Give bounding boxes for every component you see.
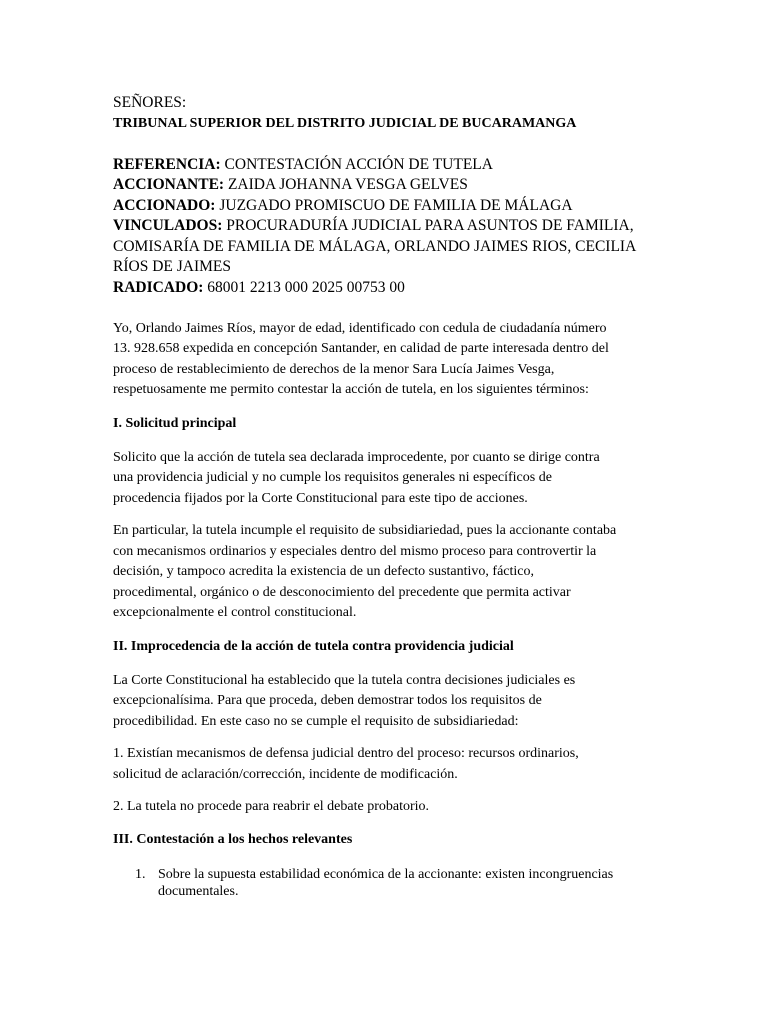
vinculados-line <box>113 216 658 237</box>
paragraph-line: decisión, y tampoco acredita la existencia de un defecto sustantivo, fáctico, <box>113 564 535 579</box>
accionante-label: ACCIONANTE: <box>113 176 225 193</box>
paragraph-line: con mecanismos ordinarios y especiales dentro del mismo proceso para controvertir la <box>113 543 597 559</box>
referencia-line <box>113 155 658 176</box>
section-1-heading: I. Solicitud principal <box>113 415 237 431</box>
list-item-line: Sobre la supuesta estabilidad económica de la accionante: existen incongruencias <box>158 866 614 882</box>
paragraph-line: 1. Existían mecanismos de defensa judicial dentro del proceso: recursos ordinarios, <box>113 746 579 761</box>
intro-line: respetuosamente me permito contestar la acción de tutela, en los siguientes términos: <box>113 382 589 397</box>
section-1-paragraph-1 <box>113 448 658 510</box>
paragraph-line: excepcionalísima. Para que proceda, deben demostrar todos los requisitos de <box>113 693 542 708</box>
section-2-heading: II. Improcedencia de la acción de tutela contra providencia judicial <box>113 638 514 654</box>
paragraph-line: La Corte Constitucional ha establecido que la tutela contra decisiones judiciales es <box>113 672 576 688</box>
section-3-heading: III. Contestación a los hechos relevantes <box>113 831 353 847</box>
vinculados-label: VINCULADOS: <box>113 217 223 234</box>
referencia-label: REFERENCIA: <box>113 155 221 173</box>
accionado-value: JUZGADO PROMISCUO DE FAMILIA DE MÁLAGA <box>219 196 573 214</box>
paragraph-line: procedencia fijados por la Corte Constitucional para este tipo de acciones. <box>113 490 528 506</box>
vinculados-value-1: PROCURADURÍA JUDICIAL PARA ASUNTOS DE FAMILIA, <box>226 217 634 234</box>
document-page <box>113 93 658 900</box>
court-name: TRIBUNAL SUPERIOR DEL DISTRITO JUDICIAL DE BUCARAMANGA <box>113 115 577 131</box>
vinculados-line-2: COMISARÍA DE FAMILIA DE MÁLAGA, ORLANDO JAIMES RIOS, CECILIA <box>113 237 637 255</box>
intro-line: proceso de restablecimiento de derechos de la menor Sara Lucía Jaimes Vesga, <box>113 361 555 377</box>
paragraph-line: procedibilidad. En este caso no se cumple el requisito de subsidiariedad: <box>113 713 519 729</box>
radicado-line <box>113 278 658 299</box>
paragraph-line: una providencia judicial y no cumple los requisitos generales ni específicos de <box>113 470 552 485</box>
paragraph-line: solicitud de aclaración/corrección, incidente de modificación. <box>113 766 458 782</box>
reference-block <box>113 155 658 299</box>
accionado-line <box>113 196 658 217</box>
intro-line: Yo, Orlando Jaimes Ríos, mayor de edad, identificado con cedula de ciudadanía número <box>113 320 607 336</box>
paragraph-line: 2. La tutela no procede para reabrir el debate probatorio. <box>113 799 430 814</box>
vinculados-line-3: RÍOS DE JAIMES <box>113 258 231 275</box>
section-2-paragraph-2 <box>113 744 658 785</box>
intro-paragraph <box>113 319 658 401</box>
list-item-line: documentales. <box>158 883 239 899</box>
section-1-paragraph-2 <box>113 521 658 624</box>
accionado-label: ACCIONADO: <box>113 196 216 214</box>
accionante-line <box>113 175 658 196</box>
list-item-number: 1. <box>135 866 146 882</box>
radicado-value: 68001 2213 000 2025 00753 00 <box>207 278 405 296</box>
paragraph-line: excepcionalmente el control constitucional. <box>113 605 357 620</box>
intro-line: 13. 928.658 expedida en concepción Santander, en calidad de parte interesada dentro del <box>113 341 609 356</box>
radicado-label: RADICADO: <box>113 278 204 296</box>
section-2-paragraph-1 <box>113 671 658 733</box>
paragraph-line: procedimental, orgánico o de desconocimiento del precedente que permita activar <box>113 584 571 600</box>
accionante-value: ZAIDA JOHANNA VESGA GELVES <box>227 176 468 193</box>
section-2-paragraph-3 <box>113 797 658 818</box>
referencia-value: CONTESTACIÓN ACCIÓN DE TUTELA <box>224 155 493 173</box>
salutation: SEÑORES: <box>113 94 187 111</box>
paragraph-line: Solicito que la acción de tutela sea declarada improcedente, por cuanto se dirige contra <box>113 449 600 465</box>
paragraph-line: En particular, la tutela incumple el requisito de subsidiariedad, pues la accionante contaba <box>113 523 617 538</box>
list-item <box>113 866 658 900</box>
